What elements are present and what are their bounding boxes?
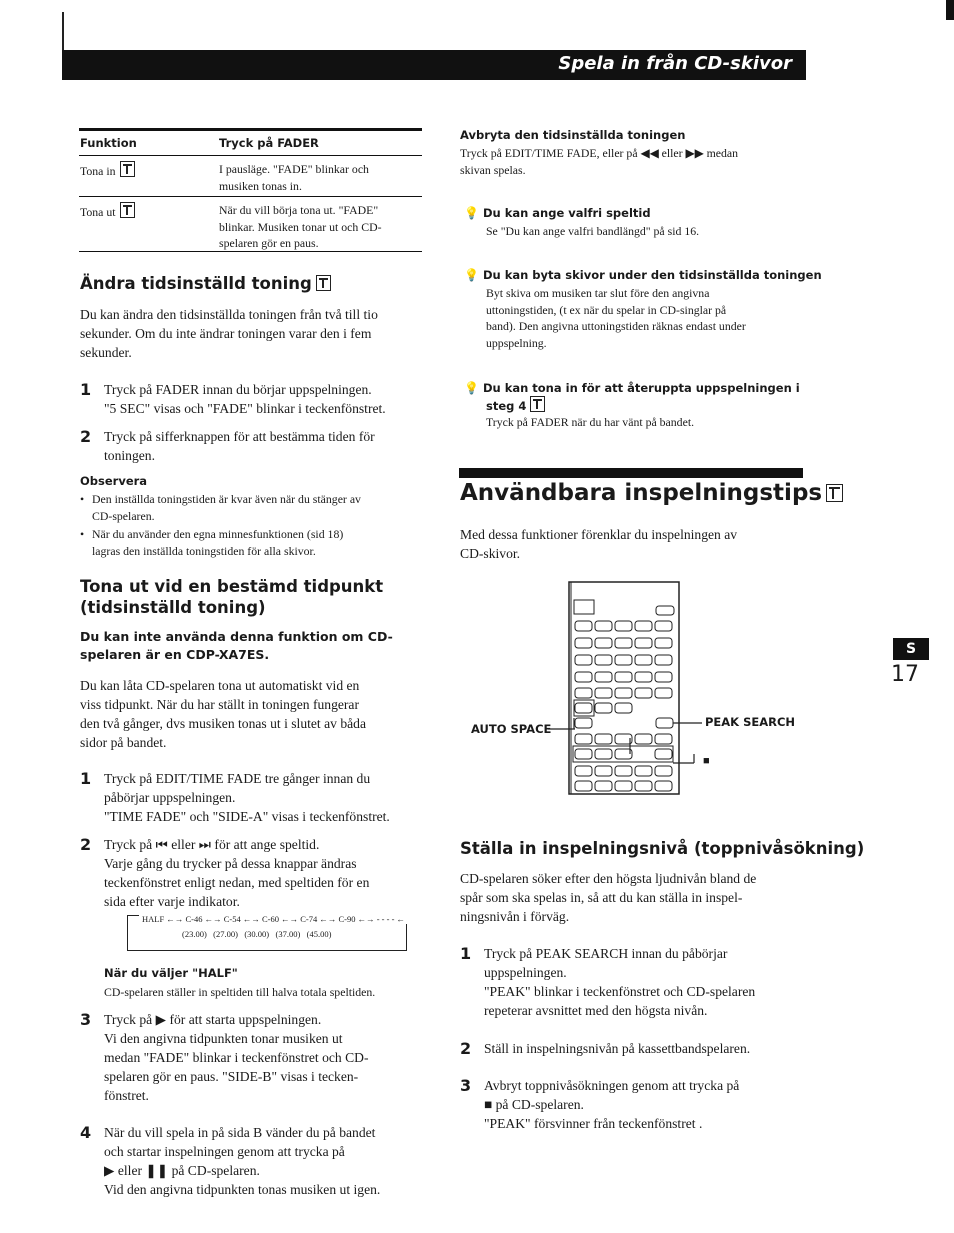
table-row: Tona ut — [80, 202, 135, 221]
cancel-text: Tryck på EDIT/TIME FADE, eller på ◀◀ eller ▶▶ medan skivan spelas. — [460, 146, 739, 177]
note-title: Observera — [80, 474, 148, 488]
table-row-desc: När du vill börja tona ut. "FADE" blinkar. Musiken tonar ut och CD- spelaren gör en paus. — [219, 203, 382, 250]
table-row-desc: I pausläge. "FADE" blinkar och musiken tonas in. — [219, 162, 369, 193]
fader-icon — [316, 275, 331, 291]
paragraph: CD-spelaren söker efter den högsta ljudnivån bland de spår som ska spelas in, så att du kan ställa in inspel- ningsnivån i förväg. — [460, 871, 757, 924]
table-row: Tona in — [80, 161, 135, 180]
warning-text: Du kan inte använda denna funktion om CD- spelaren är en CDP-XA7ES. — [80, 629, 393, 662]
half-text: CD-spelaren ställer in speltiden till halva totala speltiden. — [104, 985, 376, 999]
tip-text: Byt skiva om musiken tar slut före den angivna uttoningstiden, (t ex när du spelar in CD-singlar på band). Den angivna uttoningstiden räknas endast under uppspelning. — [486, 286, 746, 350]
fader-icon — [530, 396, 545, 412]
header-title: Spela in från CD-skivor — [558, 53, 792, 74]
section-title-change-fade: Ändra tidsinställd toning — [80, 273, 331, 294]
table-col2: Tryck på FADER — [219, 136, 319, 150]
half-title: När du väljer "HALF" — [104, 966, 238, 980]
section-title-peak: Ställa in inspelningsnivå (toppnivåsökning) — [460, 839, 865, 858]
corner-mark — [946, 0, 954, 20]
section-title-timed-fade: Tona ut vid en bestämd tidpunkt (tidsinställd toning) — [80, 577, 384, 617]
stop-icon: ■ — [703, 755, 710, 767]
fader-icon — [120, 202, 135, 218]
cancel-title: Avbryta den tidsinställda toningen — [460, 128, 686, 142]
table-col1: Funktion — [80, 136, 137, 150]
tip-title: 💡 Du kan byta skivor under den tidsinställda toningen — [464, 268, 822, 282]
language-badge: S — [893, 638, 929, 660]
tip-title: 💡 Du kan ange valfri speltid — [464, 206, 651, 220]
remote-diagram — [470, 578, 800, 798]
paragraph: Du kan ändra den tidsinställda toningen från två till tio sekunder. Om du inte ändrar toningen varar den i fem sekunder. — [80, 307, 378, 360]
list-item: • Den inställda toningstiden är kvar även när du stänger av CD-spelaren. — [80, 491, 425, 524]
sequence-top: HALF ←→ C-46 ←→ C-54 ←→ C-60 ←→ C-74 ←→ C-90 ←→ - - - - ← — [142, 914, 406, 924]
sequence-times: (23.00) (27.00) (30.00) (37.00) (45.00) — [182, 929, 332, 939]
main-title: Användbara inspelningstips — [460, 480, 843, 506]
lightbulb-icon: 💡 — [464, 381, 479, 395]
tip-text: Se "Du kan ange valfri bandlängd" på sid 16. — [486, 224, 700, 238]
fader-icon — [120, 161, 135, 177]
fader-icon — [826, 484, 843, 502]
section-bar — [459, 468, 803, 478]
lightbulb-icon: 💡 — [464, 206, 479, 220]
header-bar — [62, 50, 806, 80]
page-number: 17 — [891, 662, 919, 687]
lightbulb-icon: 💡 — [464, 268, 479, 282]
tip-title: 💡 Du kan tona in för att återuppta uppspelningen i steg 4 — [464, 381, 800, 413]
list-item: • När du använder den egna minnesfunktionen (sid 18) lagras den inställda toningstiden för alla skivor. — [80, 526, 425, 559]
intro-text: Med dessa funktioner förenklar du inspelningen av CD-skivor. — [460, 527, 738, 561]
tip-text: Tryck på FADER när du har vänt på bandet. — [486, 415, 695, 429]
label-auto-space: AUTO SPACE — [471, 722, 552, 736]
label-peak-search: PEAK SEARCH — [705, 715, 796, 729]
paragraph: Du kan låta CD-spelaren tona ut automatiskt vid en viss tidpunkt. När du har ställt in toningen fungerar den två gånger, dvs musiken tonas ut i slutet av båda sidor på bandet. — [80, 678, 366, 750]
note-list — [80, 491, 425, 559]
